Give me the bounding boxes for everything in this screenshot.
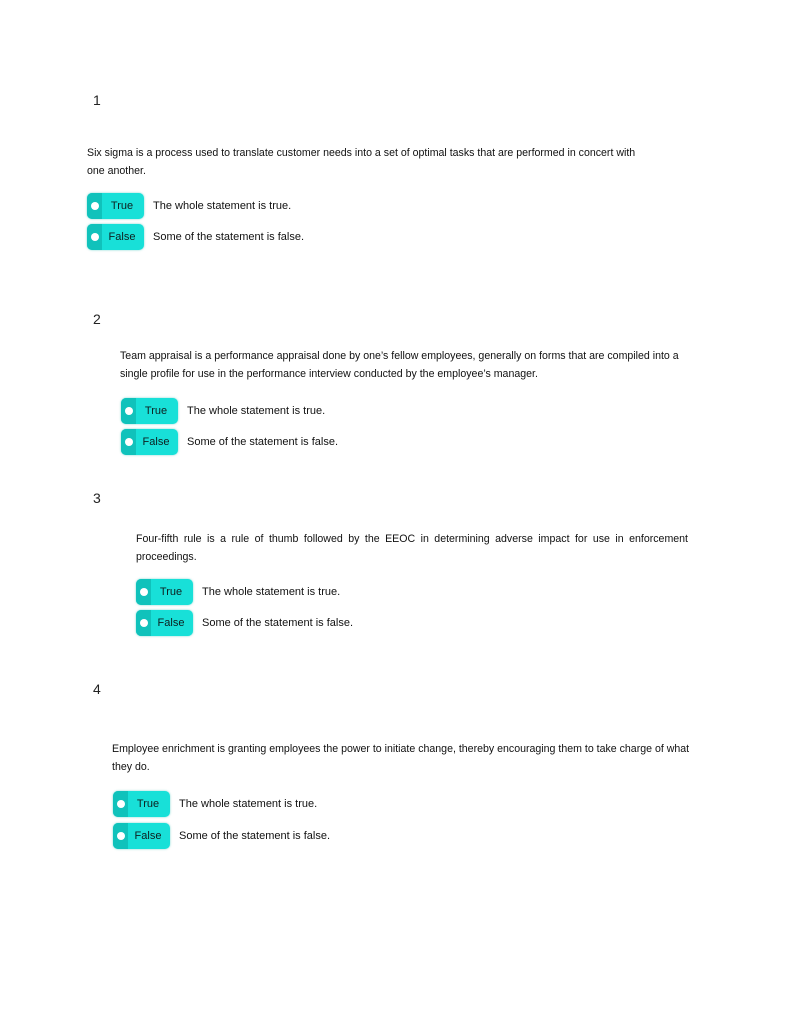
option-description: The whole statement is true. bbox=[202, 586, 341, 598]
question-number: 4 bbox=[93, 681, 101, 697]
radio-indicator bbox=[87, 224, 102, 250]
radio-dot-icon bbox=[125, 438, 133, 446]
question-text: Four-fifth rule is a rule of thumb followed by the EEOC in determining adverse impact for use in enforcement proceedings. bbox=[136, 533, 688, 563]
question-text: Team appraisal is a performance appraisal done by one’s fellow employees, generally on forms that are compiled into a single profile for use in the performance interview conducted by the employee’s manager. bbox=[120, 350, 679, 380]
false-toggle-button[interactable] bbox=[87, 224, 144, 250]
option-description: Some of the statement is false. bbox=[179, 830, 331, 842]
option-description: Some of the statement is false. bbox=[153, 231, 305, 243]
radio-indicator bbox=[113, 791, 128, 817]
radio-indicator bbox=[121, 398, 136, 424]
question-text: Employee enrichment is granting employees the power to initiate change, thereby encouraging them to take charge of what they do. bbox=[112, 743, 690, 773]
radio-dot-icon bbox=[140, 588, 148, 596]
option-description: Some of the statement is false. bbox=[202, 617, 354, 629]
option-false[interactable] bbox=[136, 610, 353, 636]
radio-dot-icon bbox=[125, 407, 133, 415]
radio-dot-icon bbox=[117, 800, 125, 808]
option-false[interactable] bbox=[113, 823, 330, 849]
radio-dot-icon bbox=[140, 619, 148, 627]
option-false[interactable] bbox=[87, 224, 304, 250]
option-false[interactable] bbox=[121, 429, 338, 455]
radio-indicator bbox=[121, 429, 136, 455]
true-toggle-button[interactable] bbox=[136, 579, 193, 605]
option-description: The whole statement is true. bbox=[179, 798, 318, 810]
true-toggle-button[interactable] bbox=[113, 791, 170, 817]
false-toggle-button[interactable] bbox=[121, 429, 178, 455]
option-true[interactable] bbox=[136, 579, 340, 605]
question-text: Six sigma is a process used to translate customer needs into a set of optimal tasks that are performed in concert with one another. bbox=[87, 147, 636, 177]
option-label: True bbox=[110, 200, 134, 212]
option-label: True bbox=[144, 405, 168, 417]
option-true[interactable] bbox=[87, 193, 291, 219]
radio-dot-icon bbox=[117, 832, 125, 840]
option-description: The whole statement is true. bbox=[153, 200, 292, 212]
option-label: True bbox=[159, 586, 183, 598]
option-label: False bbox=[142, 436, 170, 448]
question-number: 1 bbox=[93, 92, 101, 108]
true-toggle-button[interactable] bbox=[87, 193, 144, 219]
option-label: True bbox=[136, 798, 160, 810]
true-toggle-button[interactable] bbox=[121, 398, 178, 424]
question-number: 2 bbox=[93, 311, 101, 327]
false-toggle-button[interactable] bbox=[113, 823, 170, 849]
option-description: The whole statement is true. bbox=[187, 405, 326, 417]
question-number: 3 bbox=[93, 490, 101, 506]
radio-indicator bbox=[113, 823, 128, 849]
radio-dot-icon bbox=[91, 202, 99, 210]
option-description: Some of the statement is false. bbox=[187, 436, 339, 448]
option-true[interactable] bbox=[121, 398, 325, 424]
radio-dot-icon bbox=[91, 233, 99, 241]
false-toggle-button[interactable] bbox=[136, 610, 193, 636]
radio-indicator bbox=[136, 610, 151, 636]
radio-indicator bbox=[87, 193, 102, 219]
option-label: False bbox=[108, 231, 136, 243]
option-label: False bbox=[157, 617, 185, 629]
option-true[interactable] bbox=[113, 791, 317, 817]
radio-indicator bbox=[136, 579, 151, 605]
option-label: False bbox=[134, 830, 162, 842]
